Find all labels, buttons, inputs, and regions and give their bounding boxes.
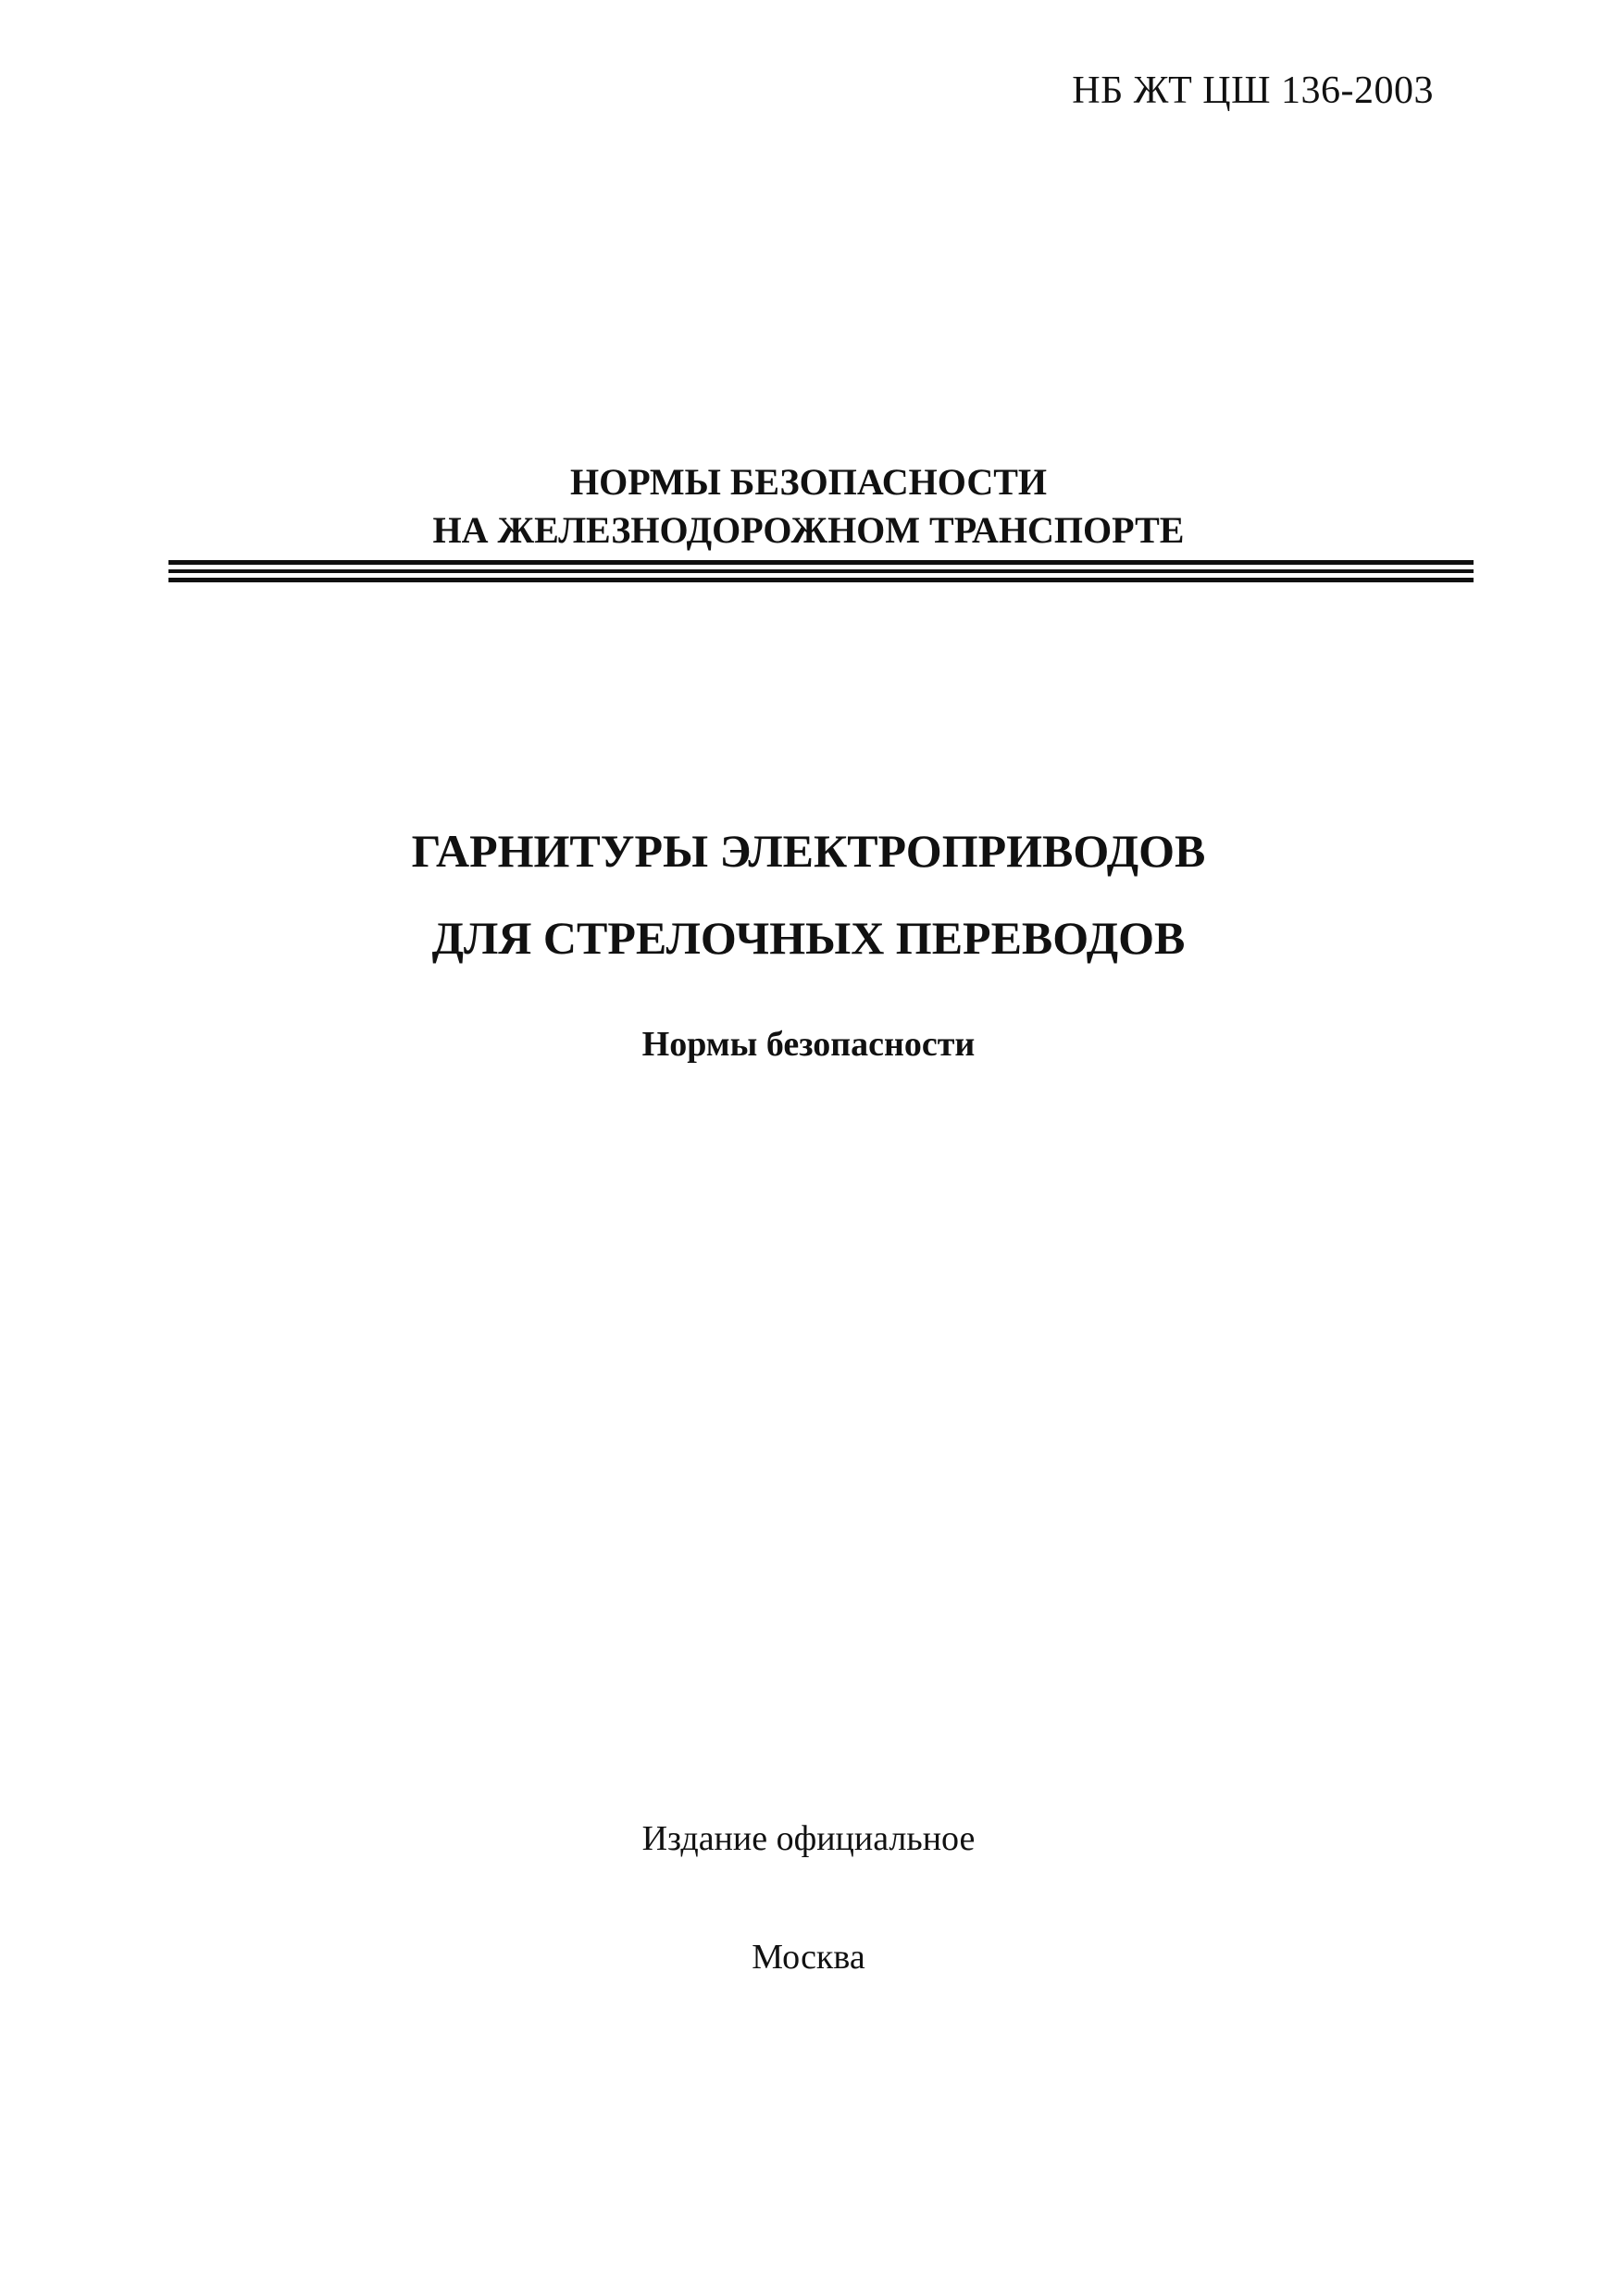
publication-city: Москва [752, 1938, 865, 1977]
document-title-line-1: ГАРНИТУРЫ ЭЛЕКТРОПРИВОДОВ [411, 825, 1206, 877]
document-subtitle: Нормы безопасности [641, 1025, 976, 1064]
triple-rule-bottom [168, 578, 1474, 582]
series-heading [0, 458, 1617, 555]
document-title-line-2: ДЛЯ СТРЕЛОЧНЫХ ПЕРЕВОДОВ [431, 912, 1186, 964]
triple-rule-top [168, 560, 1474, 565]
edition-note: Издание официальное [641, 1819, 976, 1858]
series-heading-line-2: НА ЖЕЛЕЗНОДОРОЖНОМ ТРАНСПОРТЕ [432, 509, 1185, 551]
triple-rule-middle [168, 569, 1474, 573]
series-heading-line-1: НОРМЫ БЕЗОПАСНОСТИ [569, 461, 1048, 503]
document-title [0, 807, 1617, 981]
document-code: НБ ЖТ ЦШ 136-2003 [1072, 69, 1434, 112]
